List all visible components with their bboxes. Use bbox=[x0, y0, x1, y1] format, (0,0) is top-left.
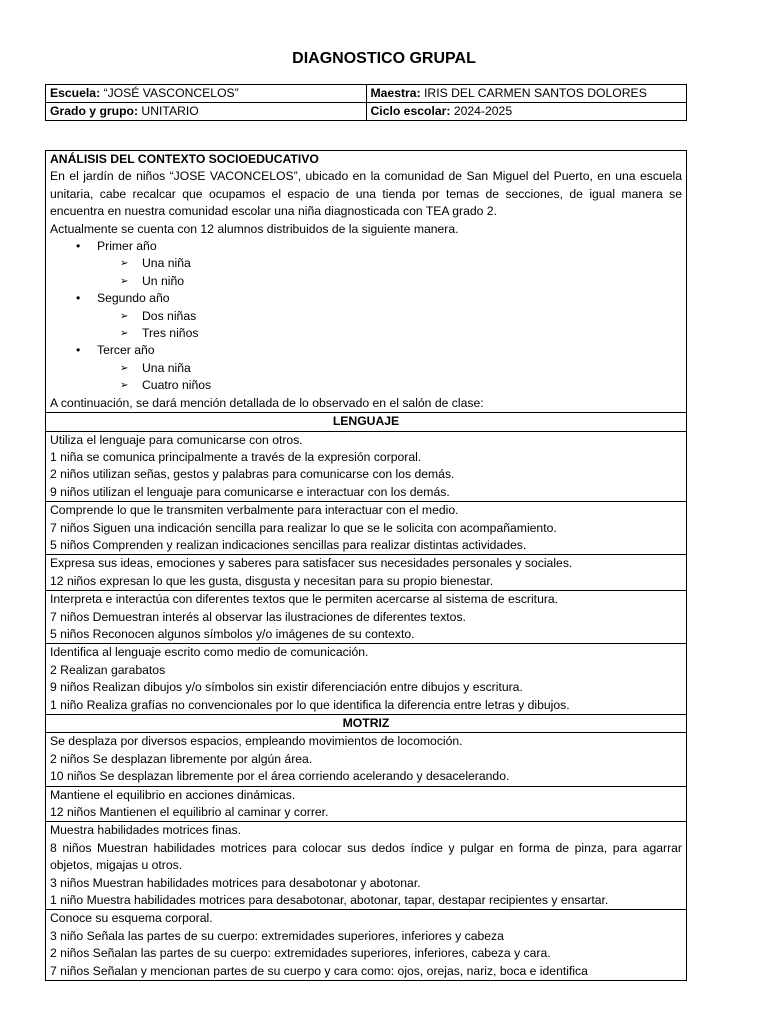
block-line: 1 niño Realiza grafías no convencionales por lo que identifica la diferencia entre letras y dibujos. bbox=[50, 697, 570, 712]
block-line: Expresa sus ideas, emociones y saberes para satisfacer sus necesidades personales y sociales. bbox=[50, 556, 573, 571]
grado-cell bbox=[46, 103, 367, 121]
block-line: 9 niños Realizan dibujos y/o símbolos sin existir diferenciación entre dibujos y escritura. bbox=[50, 680, 523, 695]
block-line: 2 niños Señalan las partes de su cuerpo: extremidades superiores, inferiores, cabeza y cara. bbox=[50, 946, 551, 961]
block-line: Utiliza el lenguaje para comunicarse con otros. bbox=[50, 432, 303, 447]
section-heading-lenguaje: LENGUAJE bbox=[46, 413, 687, 431]
escuela-cell bbox=[46, 85, 367, 103]
motriz-block bbox=[46, 786, 687, 822]
block-line: 2 niños utilizan señas, gestos y palabras para comunicarse con los demás. bbox=[50, 467, 455, 482]
motriz-block bbox=[46, 822, 687, 910]
ciclo-label: Ciclo escolar: bbox=[370, 104, 451, 118]
arrow-bullet-icon: ➢ bbox=[120, 275, 129, 287]
context-cell bbox=[46, 151, 687, 413]
subgroup-item bbox=[50, 325, 682, 342]
bullet-icon: • bbox=[76, 291, 81, 306]
ciclo-value: 2024-2025 bbox=[450, 104, 513, 118]
group-label: Primer año bbox=[97, 239, 157, 254]
lenguaje-block bbox=[46, 555, 687, 591]
context-closing: A continuación, se dará mención detallada de lo observado en el salón de clase: bbox=[50, 395, 484, 410]
grado-value: UNITARIO bbox=[138, 104, 199, 118]
block-line: 5 niños Reconocen algunos símbolos y/o imágenes de su contexto. bbox=[50, 626, 415, 641]
group-label: Tercer año bbox=[97, 343, 155, 358]
maestra-cell bbox=[366, 85, 687, 103]
group-label: Segundo año bbox=[97, 291, 170, 306]
maestra-value: IRIS DEL CARMEN SANTOS DOLORES bbox=[420, 86, 647, 100]
block-line: 1 niña se comunica principalmente a través de la expresión corporal. bbox=[50, 449, 422, 464]
header-table bbox=[45, 84, 687, 121]
context-title: ANÁLISIS DEL CONTEXTO SOCIOEDUCATIVO bbox=[50, 152, 319, 166]
block-line: 12 niños Mantienen el equilibrio al caminar y correr. bbox=[50, 805, 329, 820]
subgroup-label: Un niño bbox=[142, 273, 185, 288]
subgroup-label: Dos niñas bbox=[142, 308, 197, 323]
grado-label: Grado y grupo: bbox=[50, 104, 139, 118]
arrow-bullet-icon: ➢ bbox=[120, 258, 129, 270]
lenguaje-block bbox=[46, 591, 687, 644]
lenguaje-block bbox=[46, 431, 687, 502]
block-line: Se desplaza por diversos espacios, empleando movimientos de locomoción. bbox=[50, 734, 463, 749]
block-line: 12 niños expresan lo que les gusta, disgusta y necesitan para su propio bienestar. bbox=[50, 573, 494, 588]
subgroup-item bbox=[50, 308, 682, 325]
block-line: 3 niño Señala las partes de su cuerpo: extremidades superiores, inferiores y cabeza bbox=[50, 928, 504, 943]
bullet-icon: • bbox=[76, 343, 81, 358]
block-line: 9 niños utilizan el lenguaje para comunicarse e interactuar con los demás. bbox=[50, 484, 450, 499]
ciclo-cell bbox=[366, 103, 687, 121]
subgroup-label: Una niña bbox=[142, 256, 191, 271]
document-title: DIAGNOSTICO GRUPAL bbox=[292, 50, 476, 67]
subgroup-item bbox=[50, 377, 682, 394]
group-item bbox=[50, 238, 682, 255]
subgroup-label: Una niña bbox=[142, 360, 191, 375]
motriz-block bbox=[46, 910, 687, 981]
arrow-bullet-icon: ➢ bbox=[120, 328, 129, 340]
arrow-bullet-icon: ➢ bbox=[120, 310, 129, 322]
block-line: Muestra habilidades motrices finas. bbox=[50, 823, 242, 838]
bullet-icon: • bbox=[76, 239, 81, 254]
subgroup-item bbox=[50, 360, 682, 377]
block-line: 10 niños Se desplazan libremente por el área corriendo acelerando y desacelerando. bbox=[50, 769, 510, 784]
arrow-bullet-icon: ➢ bbox=[120, 380, 129, 392]
block-line: 7 niños Señalan y mencionan partes de su cuerpo y cara como: ojos, orejas, nariz, boca e identifica bbox=[50, 963, 588, 978]
block-line: Conoce su esquema corporal. bbox=[50, 911, 213, 926]
lenguaje-block bbox=[46, 644, 687, 715]
block-line: 8 niños Muestran habilidades motrices para colocar sus dedos índice y pulgar en forma de pinza, para agarrar objetos, migajas u otros. bbox=[50, 840, 682, 873]
group-item bbox=[50, 342, 682, 359]
diagnostic-table bbox=[45, 150, 687, 981]
motriz-block bbox=[46, 733, 687, 786]
block-line: Mantiene el equilibrio en acciones dinámicas. bbox=[50, 787, 296, 802]
lenguaje-block bbox=[46, 502, 687, 555]
block-line: 5 niños Comprenden y realizan indicaciones sencillas para realizar distintas actividades. bbox=[50, 537, 527, 552]
block-line: Identifica al lenguaje escrito como medio de comunicación. bbox=[50, 645, 369, 660]
section-heading-motriz: MOTRIZ bbox=[46, 715, 687, 733]
escuela-label: Escuela: bbox=[50, 86, 101, 100]
escuela-value: “JOSÉ VASCONCELOS” bbox=[100, 86, 239, 100]
subgroup-label: Tres niños bbox=[142, 326, 199, 341]
context-intro: Actualmente se cuenta con 12 alumnos distribuidos de la siguiente manera. bbox=[50, 221, 459, 236]
context-paragraph: En el jardín de niños “JOSE VACONCELOS”, ubicado en la comunidad de San Miguel del Puerto, en una escuela unitaria, cabe recalcar que ocupamos el espacio de una tienda por temas de secciones, de igual manera se encuentra en nuestra comunidad escolar una niña diagnosticada con TEA grado 2. bbox=[50, 169, 682, 219]
block-line: 1 niño Muestra habilidades motrices para desabotonar, abotonar, tapar, destapar recipientes y ensartar. bbox=[50, 893, 609, 908]
block-line: Interpreta e interactúa con diferentes textos que le permiten acercarse al sistema de escritura. bbox=[50, 592, 559, 607]
maestra-label: Maestra: bbox=[370, 86, 421, 100]
block-line: 7 niños Demuestran interés al observar las ilustraciones de diferentes textos. bbox=[50, 609, 466, 624]
block-line: Comprende lo que le transmiten verbalmente para interactuar con el medio. bbox=[50, 503, 459, 518]
block-line: 7 niños Siguen una indicación sencilla para realizar lo que se le solicita con acompañamiento. bbox=[50, 520, 557, 535]
subgroup-item bbox=[50, 255, 682, 272]
block-line: 2 Realizan garabatos bbox=[50, 662, 166, 677]
subgroup-label: Cuatro niños bbox=[142, 378, 212, 393]
arrow-bullet-icon: ➢ bbox=[120, 362, 129, 374]
block-line: 3 niños Muestran habilidades motrices para desabotonar y abotonar. bbox=[50, 875, 421, 890]
subgroup-item bbox=[50, 273, 682, 290]
group-item bbox=[50, 290, 682, 307]
block-line: 2 niños Se desplazan libremente por algún área. bbox=[50, 751, 313, 766]
